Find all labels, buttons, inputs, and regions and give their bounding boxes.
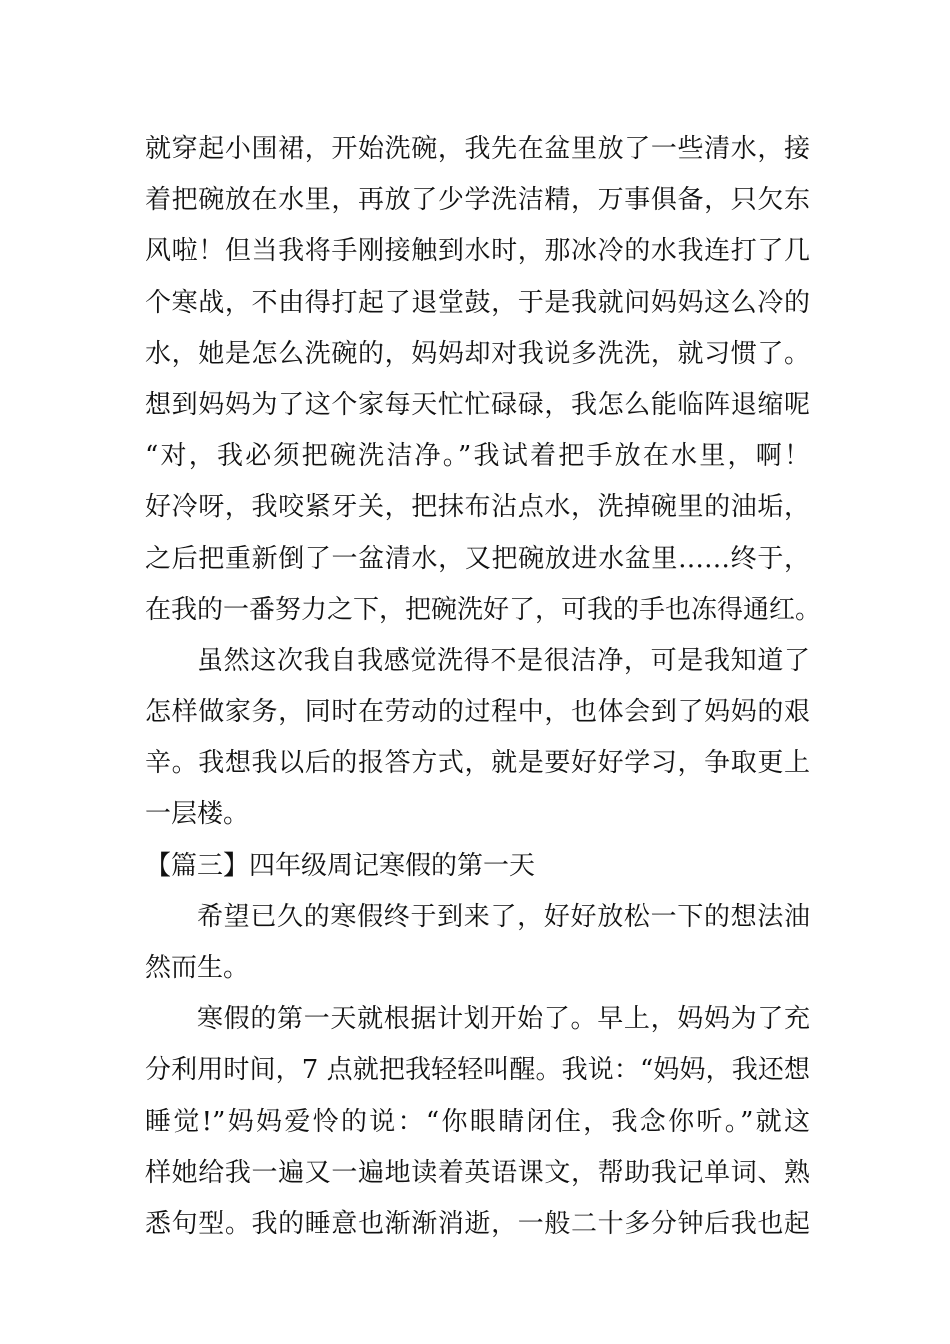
text-line: 风啦！但当我将手刚接触到水时，那冰冷的水我连打了几: [145, 236, 810, 267]
text-line: 辛。我想我以后的报答方式，就是要好好学习，争取更上: [145, 748, 810, 779]
text-line: 水，她是怎么洗碗的，妈妈却对我说多洗洗，就习惯了。: [145, 338, 810, 369]
text-line: 样她给我一遍又一遍地读着英语课文，帮助我记单词、熟: [145, 1157, 810, 1188]
text-line: 分利用时间，7 点就把我轻轻叫醒。我说：“妈妈，我还想: [145, 1055, 810, 1086]
section-heading: 【篇三】四年级周记寒假的第一天: [145, 850, 536, 881]
text-line: 就穿起小围裙，开始洗碗，我先在盆里放了一些清水，接: [145, 134, 810, 164]
text-line: 悉句型。我的睡意也渐渐消逝，一般二十多分钟后我也起: [145, 1208, 810, 1239]
text-line: 之后把重新倒了一盆清水，又把碗放进水盆里……终于，: [145, 543, 810, 574]
text-line: 睡觉!”妈妈爱怜的说：“你眼睛闭住，我念你听。”就这: [145, 1106, 810, 1137]
text-line: 个寒战，不由得打起了退堂鼓，于是我就问妈妈这么冷的: [145, 287, 810, 318]
paragraph-end-line: 在我的一番努力之下，把碗洗好了，可我的手也冻得通红。: [145, 594, 822, 625]
text-line: 着把碗放在水里，再放了少学洗洁精，万事俱备，只欠东: [145, 185, 810, 216]
text-line: “对，我必须把碗洗洁净。”我试着把手放在水里，啊！: [145, 441, 810, 472]
paragraph-first-line: 寒假的第一天就根据计划开始了。早上，妈妈为了充: [197, 1004, 810, 1035]
paragraph-end-line: 一层楼。: [145, 799, 250, 830]
text-line: 想到妈妈为了这个家每天忙忙碌碌，我怎么能临阵退缩呢: [145, 389, 810, 420]
paragraph-first-line: 希望已久的寒假终于到来了，好好放松一下的想法油: [197, 901, 810, 932]
document-body: [145, 124, 822, 1250]
paragraph-first-line: 虽然这次我自我感觉洗得不是很洁净，可是我知道了: [197, 645, 810, 676]
text-line: 好冷呀，我咬紧牙关，把抹布沾点水，洗掉碗里的油垢，: [145, 492, 810, 523]
paragraph-end-line: 然而生。: [145, 953, 250, 983]
text-line: 怎样做家务，同时在劳动的过程中，也体会到了妈妈的艰: [145, 697, 810, 728]
